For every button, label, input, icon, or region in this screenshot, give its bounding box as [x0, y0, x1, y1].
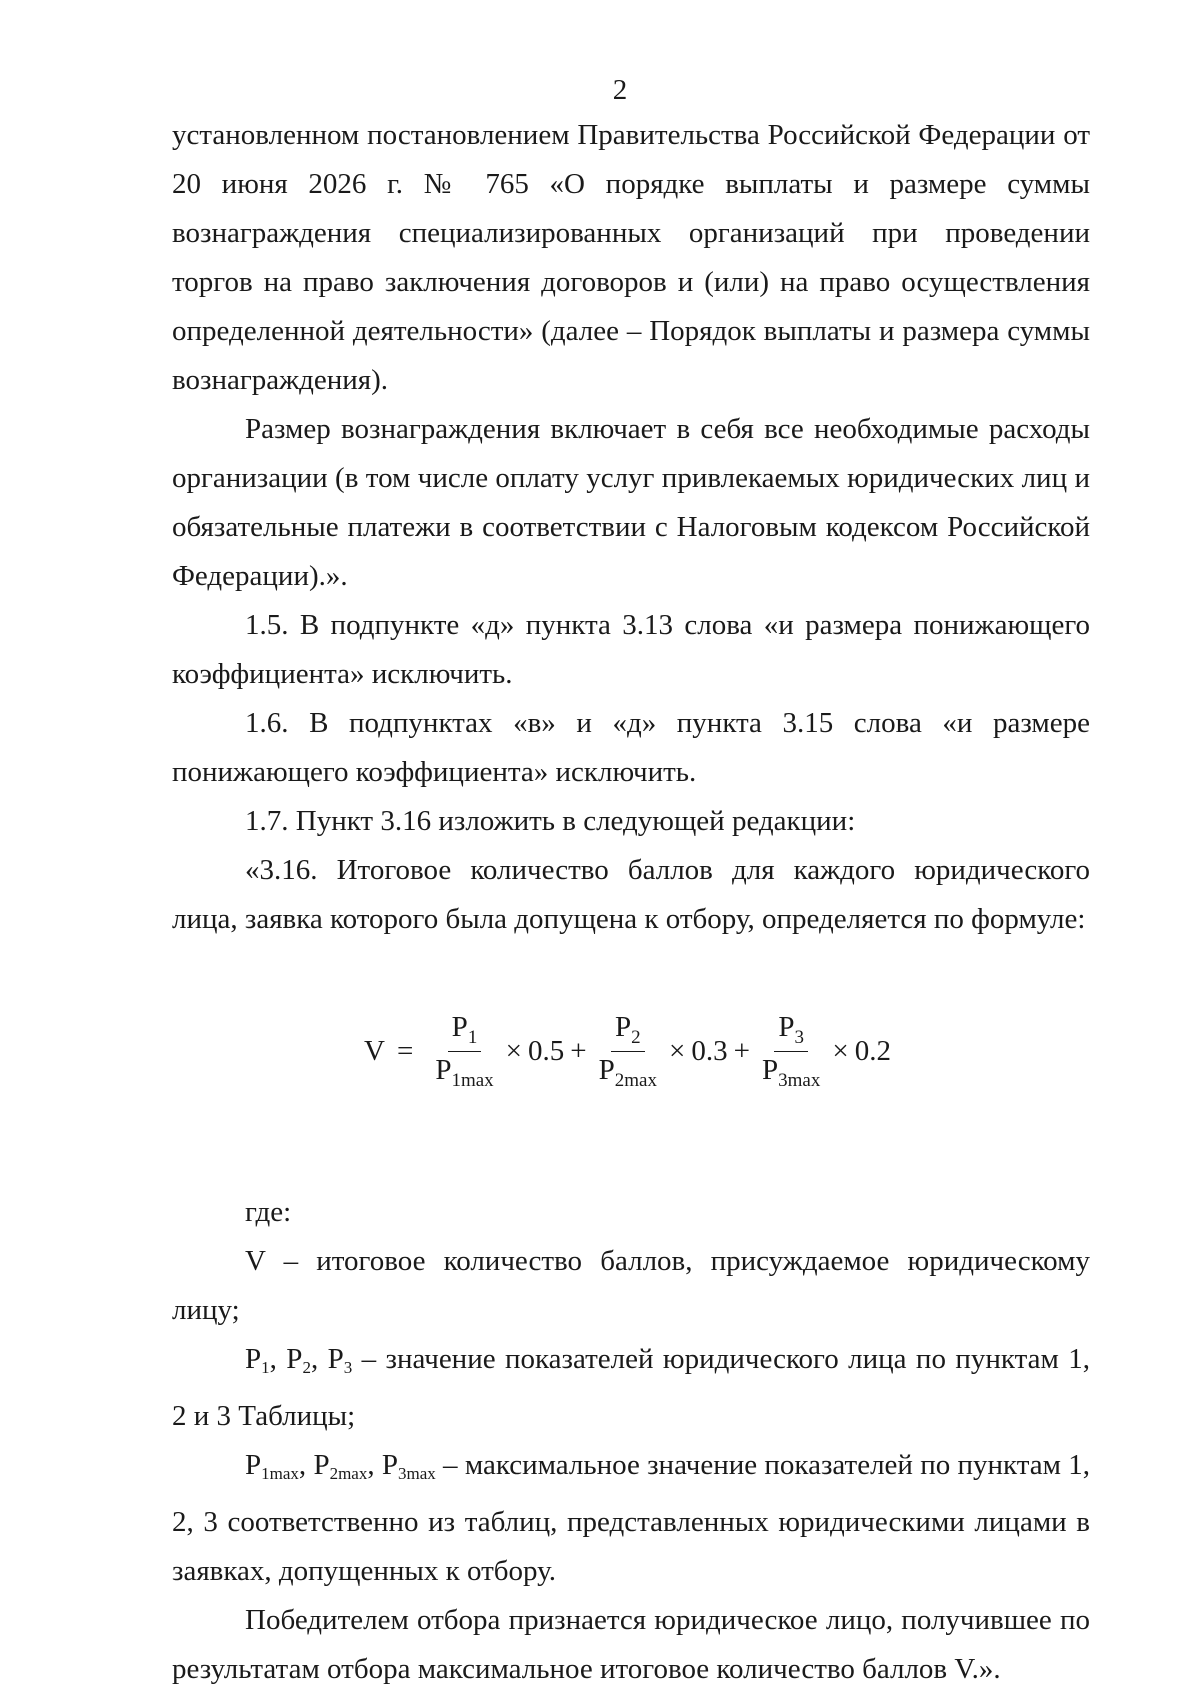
definition-text: – максимальное значение показателей по пунктам 1, 2, 3 соответственно из таблиц, представленных юридическими лицами в заявках, допущенных к отбору.: [172, 1449, 1090, 1587]
paragraph-3-16: «3.16. Итоговое количество баллов для каждого юридического лица, заявка которого была допущена к отбору, определяется по формуле:: [172, 854, 1090, 935]
paragraph-def-p: [172, 1335, 1090, 1441]
fraction-numerator: $P_1$: [448, 1013, 482, 1052]
fraction-1: [431, 1013, 497, 1090]
times-sign: ×: [505, 1035, 523, 1067]
fraction-denominator: $P_{2max}$: [598, 1054, 657, 1091]
score-formula: [364, 1013, 893, 1090]
document-body: [172, 111, 1090, 1694]
p-var: P3: [327, 1343, 353, 1377]
paragraph-winner: Победителем отбора признается юридическое лицо, получившее по результатам отбора максимальное итоговое количество баллов V.».: [172, 1604, 1090, 1685]
coefficient: 0.2: [854, 1035, 891, 1067]
paragraph-1-6: 1.6. В подпунктах «в» и «д» пункта 3.15 слова «и размере понижающего коэффициента» исключить.: [172, 707, 1090, 788]
paragraph-1-5: 1.5. В подпункте «д» пункта 3.13 слова «и размера понижающего коэффициента» исключить.: [172, 609, 1090, 690]
plus-sign: +: [733, 1035, 750, 1067]
paragraph-def-v: V – итоговое количество баллов, присуждаемое юридическому лицу;: [172, 1245, 1090, 1326]
pmax-var: P1max,: [245, 1449, 314, 1483]
fraction-2: [595, 1013, 661, 1090]
pmax-var: P3max: [381, 1449, 436, 1483]
p-var: P2,: [286, 1343, 328, 1377]
formula-lhs: V: [364, 1035, 385, 1067]
p-var: P1,: [245, 1343, 287, 1377]
pmax-var: P2max,: [313, 1449, 382, 1483]
fraction-numerator: $P_3$: [774, 1013, 808, 1052]
paragraph-reward-size: Размер вознаграждения включает в себя все необходимые расходы организации (в том числе оплату услуг привлекаемых юридических лиц и обязательные платежи в соответствии с Налоговым кодексом Российской Федерации).».: [172, 413, 1090, 592]
formula-equals: =: [396, 1035, 414, 1067]
page-number: 2: [612, 74, 628, 106]
times-sign: ×: [832, 1035, 849, 1067]
fraction-denominator: $P_{3max}$: [761, 1054, 821, 1091]
plus-sign: +: [570, 1035, 587, 1067]
paragraph-continuation: установленном постановлением Правительства Российской Федерации от 20 июня 2026 г. № 765 «О порядке выплаты и размере суммы вознаграждения специализированных организаций при проведении торгов на право заключения договоров и (или) на право осуществления определенной деятельности» (далее – Порядок выплаты и размера суммы вознаграждения).: [172, 119, 1090, 396]
formula-block: [172, 944, 1090, 1188]
definition-text: – значение показателей юридического лица по пунктам 1, 2 и 3 Таблицы;: [172, 1343, 1090, 1432]
fraction-denominator: $P_{1max}$: [435, 1054, 494, 1091]
times-sign: ×: [669, 1035, 686, 1067]
coefficient: 0.5: [528, 1035, 565, 1067]
paragraph-1-7: 1.7. Пункт 3.16 изложить в следующей редакции:: [245, 805, 856, 837]
paragraph-def-pmax: [172, 1441, 1090, 1596]
coefficient: 0.3: [691, 1035, 728, 1067]
paragraph-where: где:: [245, 1196, 292, 1228]
fraction-numerator: $P_2$: [611, 1013, 645, 1052]
fraction-3: [758, 1013, 824, 1090]
